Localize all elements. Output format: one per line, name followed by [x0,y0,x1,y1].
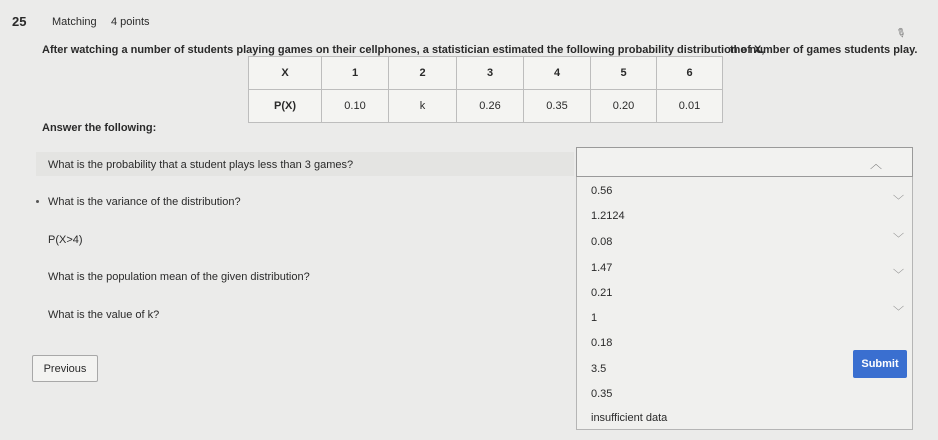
submit-button[interactable]: Submit [853,350,907,378]
chevron-down-icon[interactable]: ﹀ [893,269,904,281]
table-row-px [249,90,723,123]
prompt-less-than-3-games: What is the probability that a student plays less than 3 games? [48,159,354,171]
chevron-down-icon[interactable]: ﹀ [893,195,904,207]
table-header-x: X [249,57,322,90]
question-type: Matching [52,16,97,28]
answer-dropdown[interactable] [576,147,913,177]
table-header-px: P(X) [249,90,322,123]
table-cell: 0.20 [591,90,657,123]
table-cell: 0.10 [322,90,389,123]
chevron-up-icon[interactable]: ︿ [869,157,882,171]
question-stem-part1: After watching a number of students playing games on their cellphones, a statistician estimated the following probability distribution of X, [42,44,765,56]
prompt-population-mean: What is the population mean of the given distribution? [48,271,310,283]
option-item[interactable]: 0.08 [591,236,613,248]
table-cell: 4 [524,57,591,90]
table-cell: 0.26 [457,90,524,123]
table-cell: 6 [657,57,723,90]
table-cell: 2 [389,57,457,90]
question-number: 25 [12,14,27,29]
chevron-down-icon[interactable]: ﹀ [893,306,904,318]
scan-speck [36,200,39,203]
option-item[interactable]: insufficient data [591,412,668,424]
option-item[interactable]: 0.35 [591,388,613,400]
option-item[interactable]: 0.56 [591,185,613,197]
chevron-down-icon[interactable]: ﹀ [893,233,904,245]
option-item[interactable]: 1.47 [591,262,613,274]
prompt-variance: What is the variance of the distribution? [48,196,241,208]
table-cell: 0.35 [524,90,591,123]
answer-label: Answer the following: [42,122,157,134]
option-item[interactable]: 1.2124 [591,210,625,222]
pin-icon[interactable]: ✎ [893,24,909,42]
table-cell: 1 [322,57,389,90]
table-cell: 0.01 [657,90,723,123]
question-points: 4 points [111,16,150,28]
question-stem-part2: the number of games students play. [730,44,918,56]
option-item[interactable]: 3.5 [591,363,607,375]
options-listbox[interactable] [576,177,913,430]
probability-distribution-table [248,56,723,123]
option-item[interactable]: 0.21 [591,287,613,299]
table-cell: 5 [591,57,657,90]
table-cell: 3 [457,57,524,90]
table-row-x [249,57,723,90]
option-item[interactable]: 0.18 [591,337,613,349]
prompt-p-x-greater-4: P(X>4) [48,234,83,246]
option-item[interactable]: 1 [591,312,598,324]
previous-button[interactable]: Previous [32,355,98,382]
table-cell: k [389,90,457,123]
prompt-value-of-k: What is the value of k? [48,309,160,321]
